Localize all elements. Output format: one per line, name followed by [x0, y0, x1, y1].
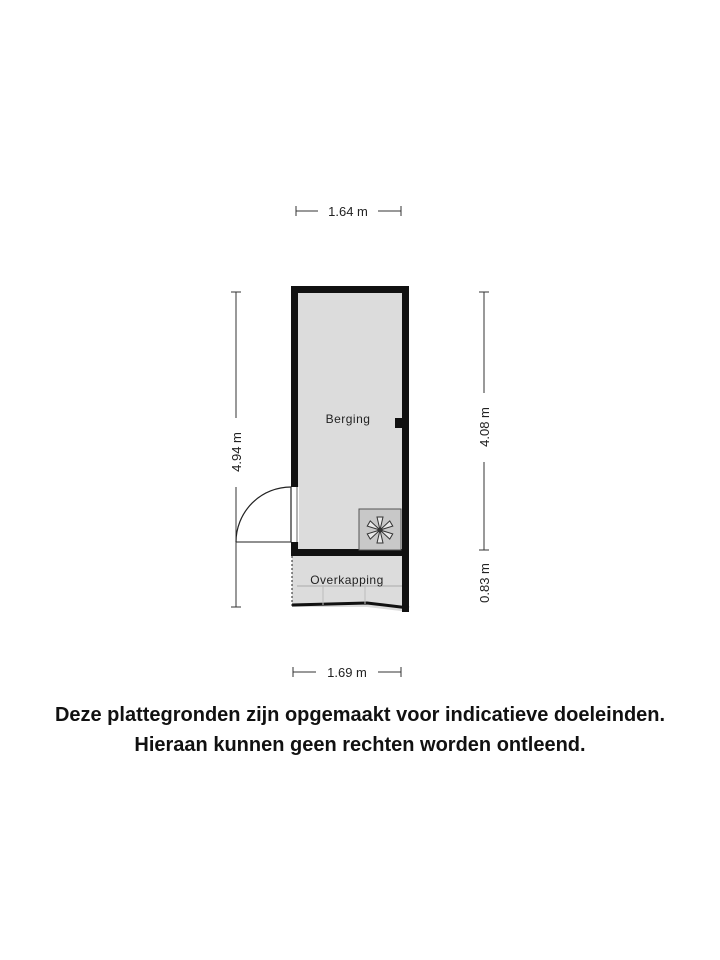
- dimension-label-left-height: 4.94 m: [229, 432, 244, 472]
- room-label-overkapping: Overkapping: [310, 573, 384, 587]
- ventilator-icon: [359, 509, 401, 550]
- dimension-top-width: [296, 204, 401, 219]
- room-overkapping: [292, 556, 409, 612]
- disclaimer-line-1: Deze plattegronden zijn opgemaakt voor indicatieve doeleinden.: [54, 704, 666, 726]
- dimension-bottom-width: [293, 665, 401, 680]
- dimension-label-right-berging-height: 4.08 m: [477, 407, 492, 447]
- dimension-right-berging-height: [477, 292, 492, 550]
- dimension-label-top-width: 1.64 m: [328, 204, 368, 219]
- dimension-left-height: [229, 292, 244, 607]
- door-swing: [236, 487, 291, 542]
- dimension-label-bottom-width: 1.69 m: [327, 665, 367, 680]
- room-label-berging: Berging: [325, 412, 371, 426]
- dimension-right-overkapping-height: [477, 563, 492, 603]
- disclaimer-line-2: Hieraan kunnen geen rechten worden ontleend.: [134, 734, 586, 756]
- dimension-label-right-overkapping-height: 0.83 m: [477, 563, 492, 603]
- disclaimer: [0, 700, 720, 760]
